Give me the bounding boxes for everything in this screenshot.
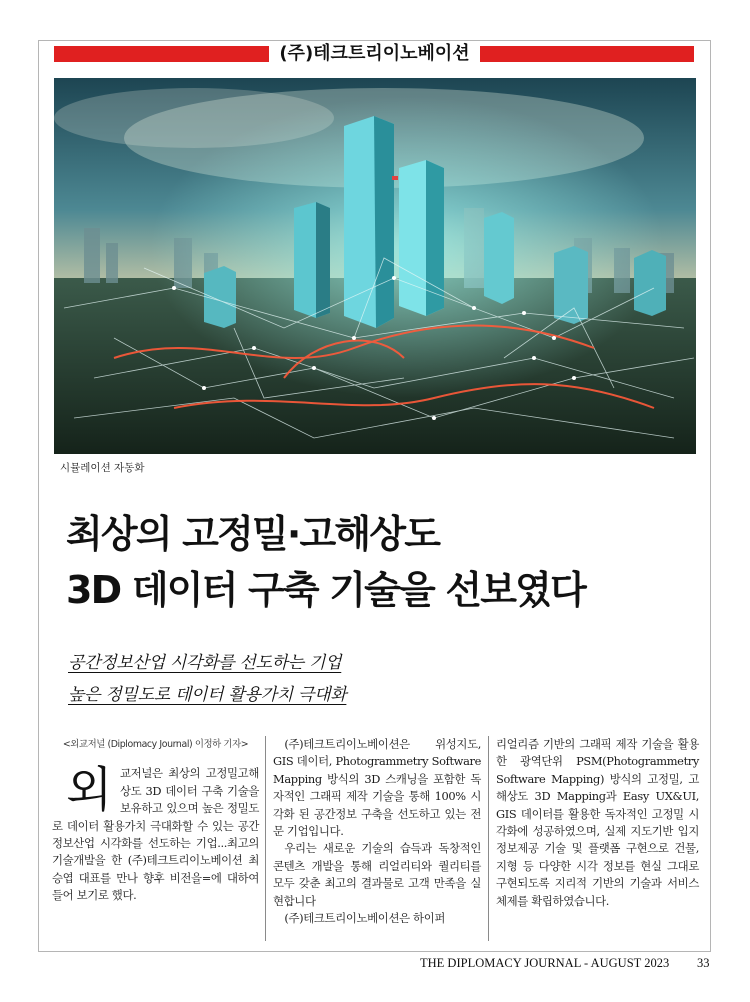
headline-line-2: 3D 데이터 구축 기술을 선보였다	[66, 568, 585, 612]
article-headline	[66, 506, 706, 618]
article-column-3	[496, 736, 699, 910]
article-column-1	[52, 736, 259, 905]
journal-footer: THE DIPLOMACY JOURNAL - AUGUST 2023	[420, 956, 670, 970]
header-red-bar-left	[54, 46, 269, 62]
photo-caption: 시뮬레이션 자동화	[60, 462, 145, 474]
column-2-paragraph-1: (주)테크트리이노베이션은 위성지도, GIS 데이터, Photogrammetry Software Mapping 방식의 3D 스캐닝을 포함한 독자적인 그래픽 제작 기술을 통해 100% 시각화 된 공간정보 구축을 선도하고 있는 전문 기업입니다.	[273, 737, 481, 839]
cover-photo-smart-city	[54, 78, 696, 454]
column-divider-2	[488, 736, 489, 941]
column-3-text: 리얼리즘 기반의 그래픽 제작 기술을 활용한 광역단위 PSM(Photogrammetry Software Mapping) 방식의 고정밀, 고해상도 3D Mapping과 Easy UX&UI, GIS 데이터를 활용한 독자적인 고정밀 시각화에 성공하였으며, 실제 지도기반 입지정보제공 기술 및 플랫폼 구현으로 건물, 지형 등 다양한 시각 정보를 현실 그대로 구현되도록 지리적 기반의 기술과 서비스 체제를 확립하였습니다.	[496, 737, 699, 908]
column-1-text: 교저널은 최상의 고정밀고해상도 3D 데이터 구축 기술을 보유하고 있으며 높은 정밀도로 데이터 활용가치 극대화할 수 있는 공간정보산업 시각화를 선도하는 기업...최고의 기술개발을 한 (주)테크트리이노베이션 최승엽 대표를 만나 향후 비전을=에 대하여 들어 보기로 했다.	[52, 766, 259, 903]
header-red-bar-right	[480, 46, 694, 62]
byline: <외교저널 (Diplomacy Journal) 이정하 기자>	[62, 739, 249, 750]
drop-cap: 외	[66, 762, 113, 819]
column-2-paragraph-2: 우리는 새로운 기술의 습득과 독창적인 콘텐츠 개발을 통해 리얼리티와 퀄리티를 모두 갖춘 최고의 결과물로 고객 만족을 실현합니다	[273, 841, 481, 908]
column-divider-1	[265, 736, 266, 941]
column-2-paragraph-3: (주)테크트리이노베이션은 하이퍼	[284, 911, 445, 926]
company-header: (주)테크트리이노베이션	[279, 43, 470, 64]
subheadline-1: 공간정보산업 시각화를 선도하는 기업	[68, 653, 342, 673]
page-number: 33	[697, 956, 710, 970]
article-column-2	[273, 736, 481, 927]
subheadline-2: 높은 정밀도로 데이터 활용가치 극대화	[68, 685, 347, 705]
headline-line-1: 최상의 고정밀·고해상도	[66, 512, 440, 556]
